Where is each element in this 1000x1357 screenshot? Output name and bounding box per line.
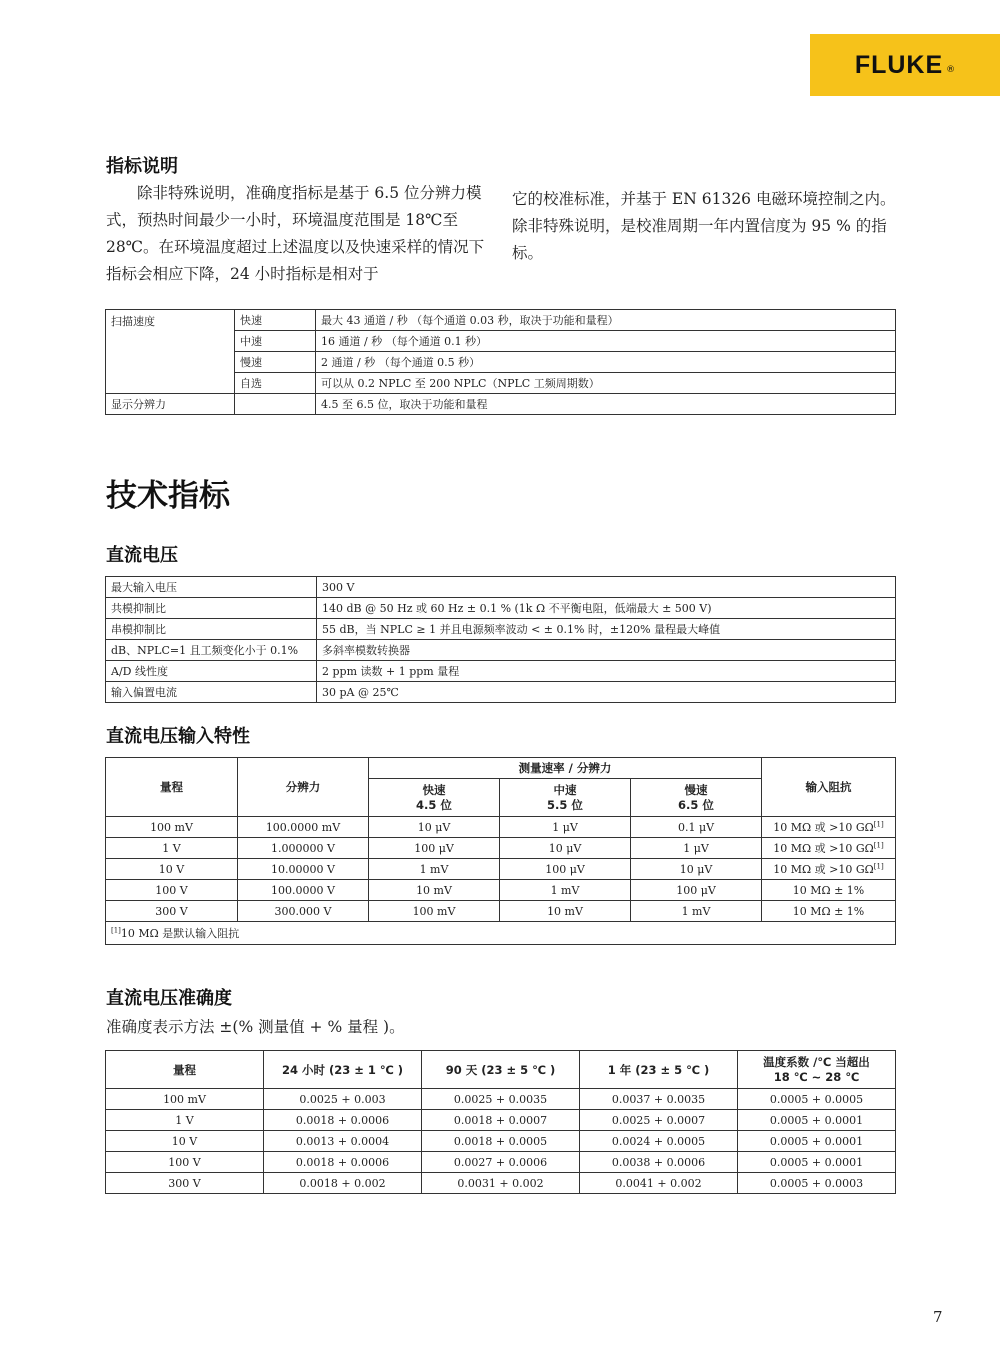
table-row [106, 901, 896, 922]
cell-impedance [762, 859, 896, 880]
cell-impedance [762, 817, 896, 838]
table-footnote [106, 922, 896, 945]
cell-slow: 1 μV [631, 838, 762, 859]
resolution-value: 4.5 至 6.5 位，取决于功能和量程 [316, 394, 896, 415]
table-header-row [106, 1051, 896, 1089]
cell-1y: 0.0025 + 0.0007 [580, 1110, 738, 1131]
dcv-section-title: 直流电压 [106, 545, 178, 566]
cell-resolution: 10.00000 V [238, 859, 369, 880]
cell-medium: 1 mV [500, 880, 631, 901]
dcv-value: 多斜率模数转换器 [317, 640, 896, 661]
header-slow-label: 慢速 [684, 782, 708, 797]
table-row [106, 682, 896, 703]
header-medium-label: 中速 [553, 782, 577, 797]
cell-range: 100 mV [106, 817, 238, 838]
header-impedance: 输入阻抗 [762, 758, 896, 817]
table-row [106, 859, 896, 880]
header-medium-digits: 5.5 位 [547, 797, 583, 812]
cell-range: 300 V [106, 1173, 264, 1194]
cell-impedance [762, 838, 896, 859]
cell-slow: 100 μV [631, 880, 762, 901]
dcv-label: 输入偏置电流 [106, 682, 317, 703]
cell-medium: 10 mV [500, 901, 631, 922]
table-row [106, 1173, 896, 1194]
cell-range: 100 V [106, 880, 238, 901]
cell-24h: 0.0025 + 0.003 [264, 1089, 422, 1110]
table-row [106, 619, 896, 640]
table-row [106, 661, 896, 682]
logo-registered-mark: ® [946, 65, 956, 75]
table-row [106, 577, 896, 598]
cell-temp: 0.0005 + 0.0001 [738, 1110, 896, 1131]
header-slow [631, 779, 762, 817]
accuracy-intro: 准确度表示方法 ±(% 测量值 + % 量程 )。 [106, 1018, 405, 1036]
footnote-mark: [1] [111, 926, 121, 935]
fluke-logo [810, 34, 1000, 96]
cell-24h: 0.0013 + 0.0004 [264, 1131, 422, 1152]
table-row [106, 838, 896, 859]
header-temp-line2: 18 ℃ ~ 28 ℃ [773, 1069, 860, 1084]
header-fast [369, 779, 500, 817]
table-row [106, 310, 896, 331]
header-resolution: 分辨力 [238, 758, 369, 817]
cell-24h: 0.0018 + 0.0006 [264, 1110, 422, 1131]
dcv-label: dB、NPLC=1 且工频变化小于 0.1% [106, 640, 317, 661]
cell-range: 10 V [106, 1131, 264, 1152]
cell-90d: 0.0018 + 0.0005 [422, 1131, 580, 1152]
scan-value: 2 通道 / 秒 （每个通道 0.5 秒） [316, 352, 896, 373]
header-24h: 24 小时 (23 ± 1 ℃ ) [264, 1051, 422, 1089]
cell-impedance: 10 MΩ ± 1% [762, 901, 896, 922]
cell-fast: 10 μV [369, 817, 500, 838]
header-1y: 1 年 (23 ± 5 ℃ ) [580, 1051, 738, 1089]
cell-fast: 100 μV [369, 838, 500, 859]
cell-fast: 100 mV [369, 901, 500, 922]
spec-section-title: 指标说明 [106, 156, 178, 177]
table-footnote-row [106, 922, 896, 945]
dcv-value: 30 pA @ 25℃ [317, 682, 896, 703]
dcv-table [105, 576, 896, 703]
cell-90d: 0.0031 + 0.002 [422, 1173, 580, 1194]
cell-fast: 1 mV [369, 859, 500, 880]
cell-24h: 0.0018 + 0.0006 [264, 1152, 422, 1173]
header-temp-coef [738, 1051, 896, 1089]
dcv-input-title: 直流电压输入特性 [106, 726, 250, 747]
cell-range: 1 V [106, 838, 238, 859]
footnote-text: 10 MΩ 是默认输入阻抗 [120, 927, 240, 940]
impedance-text: 10 MΩ 或 >10 GΩ [773, 863, 874, 876]
cell-range: 1 V [106, 1110, 264, 1131]
dcv-label: 最大输入电压 [106, 577, 317, 598]
cell-impedance: 10 MΩ ± 1% [762, 880, 896, 901]
table-header-row [106, 758, 896, 779]
cell-slow: 1 mV [631, 901, 762, 922]
header-rate-group: 测量速率 / 分辨力 [369, 758, 762, 779]
cell-range: 100 V [106, 1152, 264, 1173]
cell-medium: 100 μV [500, 859, 631, 880]
header-range: 量程 [106, 758, 238, 817]
header-temp-line1: 温度系数 /℃ 当超出 [763, 1054, 870, 1069]
table-row [106, 1131, 896, 1152]
spec-paragraph-col2: 它的校准标准，并基于 EN 61326 电磁环境控制之内。除非特殊说明，是校准周期一年内置信度为 95 % 的指标。 [512, 190, 896, 262]
dcv-accuracy-table [105, 1050, 896, 1194]
tech-spec-title: 技术指标 [106, 478, 230, 514]
dcv-value: 300 V [317, 577, 896, 598]
resolution-label: 显示分辨力 [106, 394, 235, 415]
cell-1y: 0.0037 + 0.0035 [580, 1089, 738, 1110]
scan-value: 16 通道 / 秒 （每个通道 0.1 秒） [316, 331, 896, 352]
cell-90d: 0.0025 + 0.0035 [422, 1089, 580, 1110]
scan-mode: 中速 [235, 331, 316, 352]
dcv-label: 共模抑制比 [106, 598, 317, 619]
cell-resolution: 100.0000 mV [238, 817, 369, 838]
cell-1y: 0.0038 + 0.0006 [580, 1152, 738, 1173]
cell-temp: 0.0005 + 0.0001 [738, 1131, 896, 1152]
table-row [106, 817, 896, 838]
scan-value: 最大 43 通道 / 秒 （每个通道 0.03 秒，取决于功能和量程） [316, 310, 896, 331]
cell-range: 300 V [106, 901, 238, 922]
dcv-value: 2 ppm 读数 + 1 ppm 量程 [317, 661, 896, 682]
table-row [106, 640, 896, 661]
header-fast-digits: 4.5 位 [416, 797, 452, 812]
dcv-label: 串模抑制比 [106, 619, 317, 640]
impedance-text: 10 MΩ 或 >10 GΩ [773, 821, 874, 834]
table-row [106, 1110, 896, 1131]
dcv-value: 55 dB，当 NPLC ≥ 1 并且电源频率波动 < ± 0.1% 时，±120% 量程最大峰值 [317, 619, 896, 640]
scan-value: 可以从 0.2 NPLC 至 200 NPLC（NPLC 工频周期数） [316, 373, 896, 394]
impedance-text: 10 MΩ 或 >10 GΩ [773, 842, 874, 855]
cell-90d: 0.0027 + 0.0006 [422, 1152, 580, 1173]
logo-text: FLUKE [854, 50, 944, 79]
table-row [106, 880, 896, 901]
cell-90d: 0.0018 + 0.0007 [422, 1110, 580, 1131]
cell-temp: 0.0005 + 0.0005 [738, 1089, 896, 1110]
table-row [106, 1152, 896, 1173]
scan-mode: 快速 [235, 310, 316, 331]
empty-cell [235, 394, 316, 415]
cell-temp: 0.0005 + 0.0001 [738, 1152, 896, 1173]
table-row [106, 598, 896, 619]
footnote-ref: [1] [873, 841, 884, 850]
cell-range: 100 mV [106, 1089, 264, 1110]
header-range: 量程 [106, 1051, 264, 1089]
page-number: 7 [933, 1308, 943, 1326]
dcv-input-table [105, 757, 896, 945]
cell-fast: 10 mV [369, 880, 500, 901]
header-90d: 90 天 (23 ± 5 ℃ ) [422, 1051, 580, 1089]
cell-range: 10 V [106, 859, 238, 880]
header-medium [500, 779, 631, 817]
cell-1y: 0.0024 + 0.0005 [580, 1131, 738, 1152]
dcv-value: 140 dB @ 50 Hz 或 60 Hz ± 0.1 % (1k Ω 不平衡电阻，低端最大 ± 500 V) [317, 598, 896, 619]
cell-slow: 0.1 μV [631, 817, 762, 838]
spec-paragraph-col1: 除非特殊说明，准确度指标是基于 6.5 位分辨力模式，预热时间最少一小时，环境温度范围是 18℃至 28℃。在环境温度超过上述温度以及快速采样的情况下指标会相应下降，24 小时指标是相对于 [106, 184, 485, 283]
footnote-ref: [1] [873, 862, 884, 871]
cell-resolution: 1.000000 V [238, 838, 369, 859]
scan-speed-label: 扫描速度 [106, 310, 235, 394]
cell-temp: 0.0005 + 0.0003 [738, 1173, 896, 1194]
cell-medium: 10 μV [500, 838, 631, 859]
dcv-label: A/D 线性度 [106, 661, 317, 682]
cell-1y: 0.0041 + 0.002 [580, 1173, 738, 1194]
scan-mode: 慢速 [235, 352, 316, 373]
footnote-ref: [1] [873, 820, 884, 829]
scan-mode: 自选 [235, 373, 316, 394]
dcv-accuracy-title: 直流电压准确度 [106, 988, 232, 1009]
cell-medium: 1 μV [500, 817, 631, 838]
cell-resolution: 300.000 V [238, 901, 369, 922]
table-row [106, 1089, 896, 1110]
header-fast-label: 快速 [422, 782, 446, 797]
cell-24h: 0.0018 + 0.002 [264, 1173, 422, 1194]
table-row [106, 394, 896, 415]
cell-resolution: 100.0000 V [238, 880, 369, 901]
cell-slow: 10 μV [631, 859, 762, 880]
scan-speed-table [105, 309, 896, 415]
header-slow-digits: 6.5 位 [678, 797, 714, 812]
